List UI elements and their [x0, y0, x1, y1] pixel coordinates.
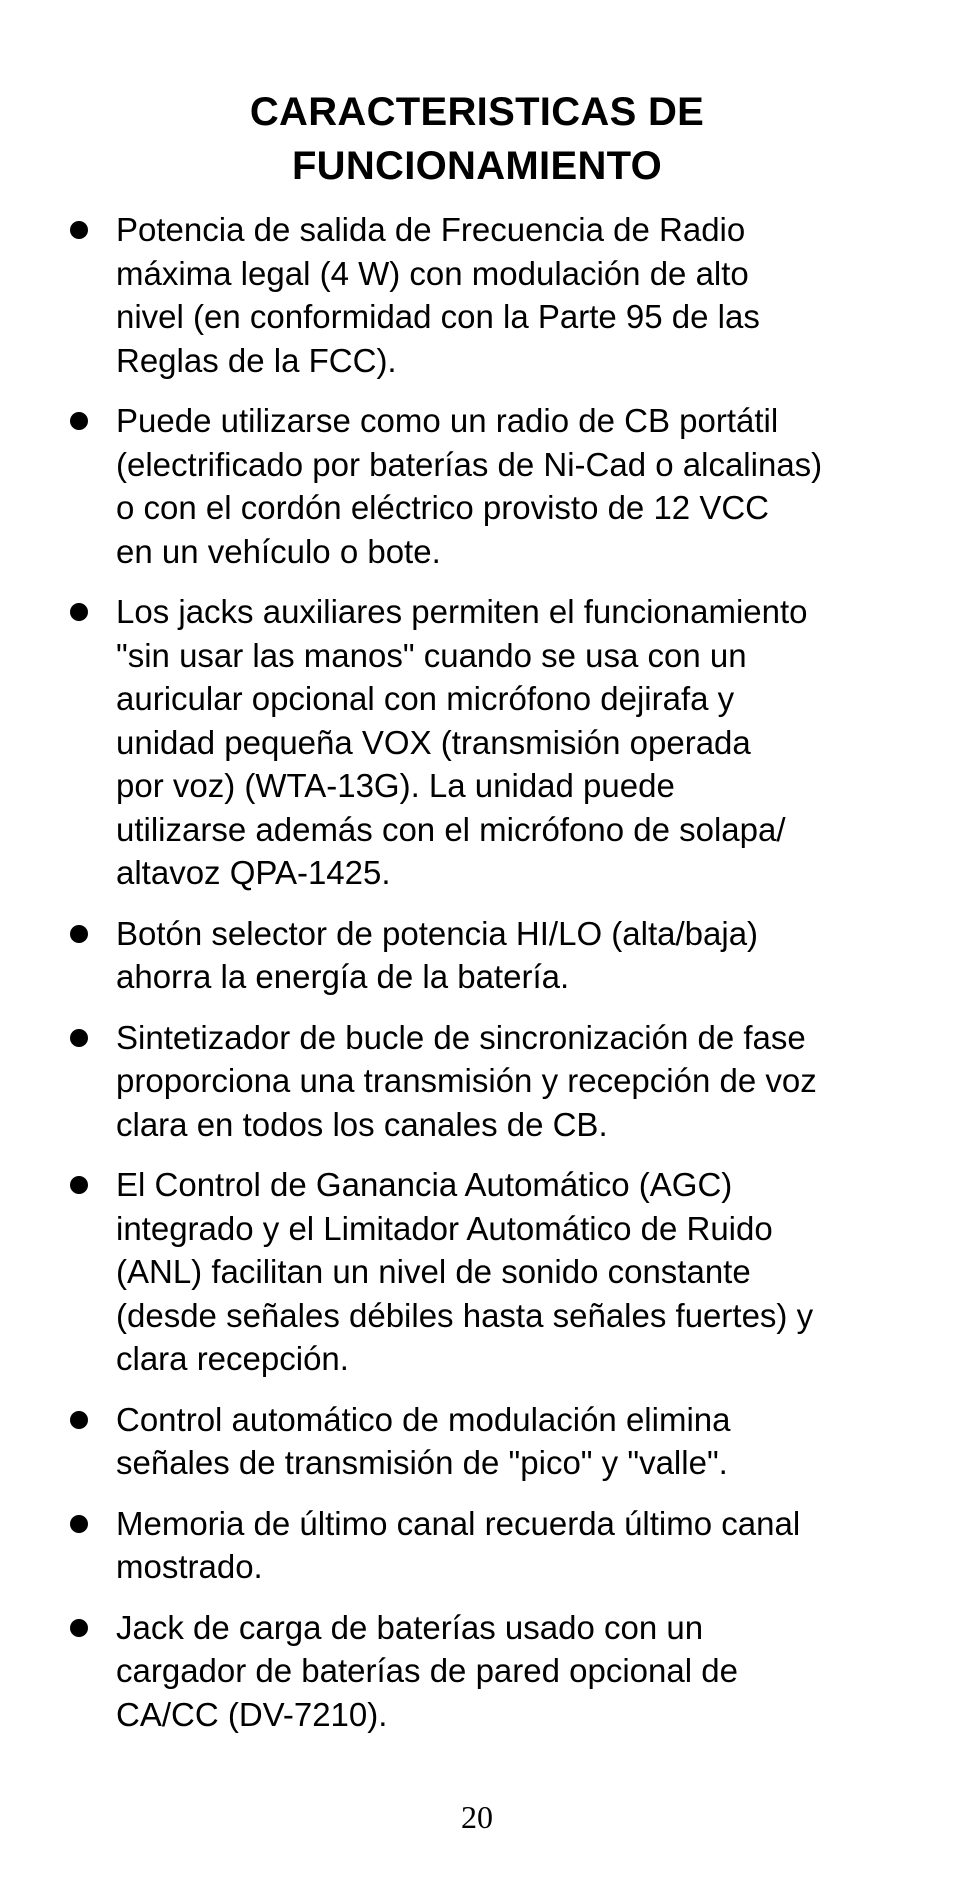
bullet-icon: [70, 1515, 88, 1533]
feature-text-line: mostrado.: [116, 1548, 263, 1585]
page-number: 20: [461, 1799, 493, 1835]
feature-text-line: o con el cordón eléctrico provisto de 12 VCC: [116, 489, 770, 526]
feature-item: [70, 208, 870, 382]
bullet-icon: [70, 603, 88, 621]
feature-text-line: Botón selector de potencia HI/LO (alta/baja): [116, 914, 759, 952]
feature-text-line: (electrificado por baterías de Ni-Cad o alcalinas): [116, 445, 823, 483]
feature-text-line: por voz) (WTA-13G). La unidad puede: [116, 767, 675, 804]
feature-text-line: Potencia de salida de Frecuencia de Radio: [116, 211, 746, 248]
feature-text-line: Los jacks auxiliares permiten el funcionamiento: [116, 593, 808, 630]
feature-list: [70, 208, 870, 1753]
feature-item: [70, 590, 870, 895]
bullet-icon: [70, 412, 88, 430]
feature-text-line: CA/CC (DV-7210).: [116, 1695, 388, 1733]
page-title-line-2: FUNCIONAMIENTO: [291, 143, 663, 188]
feature-text-line: señales de transmisión de "pico" y "valle".: [116, 1444, 728, 1481]
bullet-icon: [70, 925, 88, 943]
feature-text-line: El Control de Ganancia Automático (AGC): [116, 1166, 733, 1203]
feature-text-line: Jack de carga de baterías usado con un: [116, 1608, 704, 1646]
feature-text-line: en un vehículo o bote.: [116, 532, 441, 570]
page-title-line-1: CARACTERISTICAS DE: [249, 89, 705, 134]
feature-item: [70, 1606, 870, 1737]
feature-text-line: unidad pequeña VOX (transmisión operada: [116, 723, 751, 761]
bullet-icon: [70, 1619, 88, 1637]
feature-text-line: máxima legal (4 W) con modulación de alto: [116, 254, 749, 292]
feature-item: [70, 1016, 870, 1147]
feature-text-line: (desde señales débiles hasta señales fuertes) y: [116, 1296, 814, 1334]
feature-text-line: Puede utilizarse como un radio de CB portátil: [116, 402, 779, 439]
feature-text-line: Memoria de último canal recuerda último canal: [116, 1504, 801, 1542]
feature-text-line: cargador de baterías de pared opcional de: [116, 1652, 738, 1689]
feature-text-line: Sintetizador de bucle de sincronización de fase: [116, 1018, 806, 1056]
feature-text-line: proporciona una transmisión y recepción de voz: [116, 1062, 817, 1099]
feature-text-line: altavoz QPA-1425.: [116, 854, 391, 891]
feature-item: [70, 399, 870, 573]
feature-text-line: auricular opcional con micrófono dejirafa y: [116, 680, 735, 717]
bullet-icon: [70, 1029, 88, 1047]
feature-text-line: ahorra la energía de la batería.: [116, 958, 570, 995]
feature-text-line: (ANL) facilitan un nivel de sonido constante: [116, 1253, 751, 1290]
feature-text-line: Control automático de modulación elimina: [116, 1400, 731, 1438]
feature-text-line: "sin usar las manos" cuando se usa con un: [116, 636, 747, 674]
bullet-icon: [70, 1411, 88, 1429]
feature-text-line: Reglas de la FCC).: [116, 341, 397, 379]
bullet-icon: [70, 221, 88, 239]
page-title: [0, 85, 954, 193]
feature-item: [70, 1163, 870, 1381]
feature-text-line: nivel (en conformidad con la Parte 95 de las: [116, 298, 760, 335]
feature-item: [70, 1398, 870, 1485]
feature-item: [70, 912, 870, 999]
bullet-icon: [70, 1176, 88, 1194]
feature-text-line: utilizarse además con el micrófono de solapa/: [116, 810, 786, 848]
feature-text-line: clara recepción.: [116, 1340, 349, 1377]
feature-text-line: integrado y el Limitador Automático de Ruido: [116, 1209, 773, 1247]
feature-item: [70, 1502, 870, 1589]
feature-text-line: clara en todos los canales de CB.: [116, 1105, 608, 1143]
